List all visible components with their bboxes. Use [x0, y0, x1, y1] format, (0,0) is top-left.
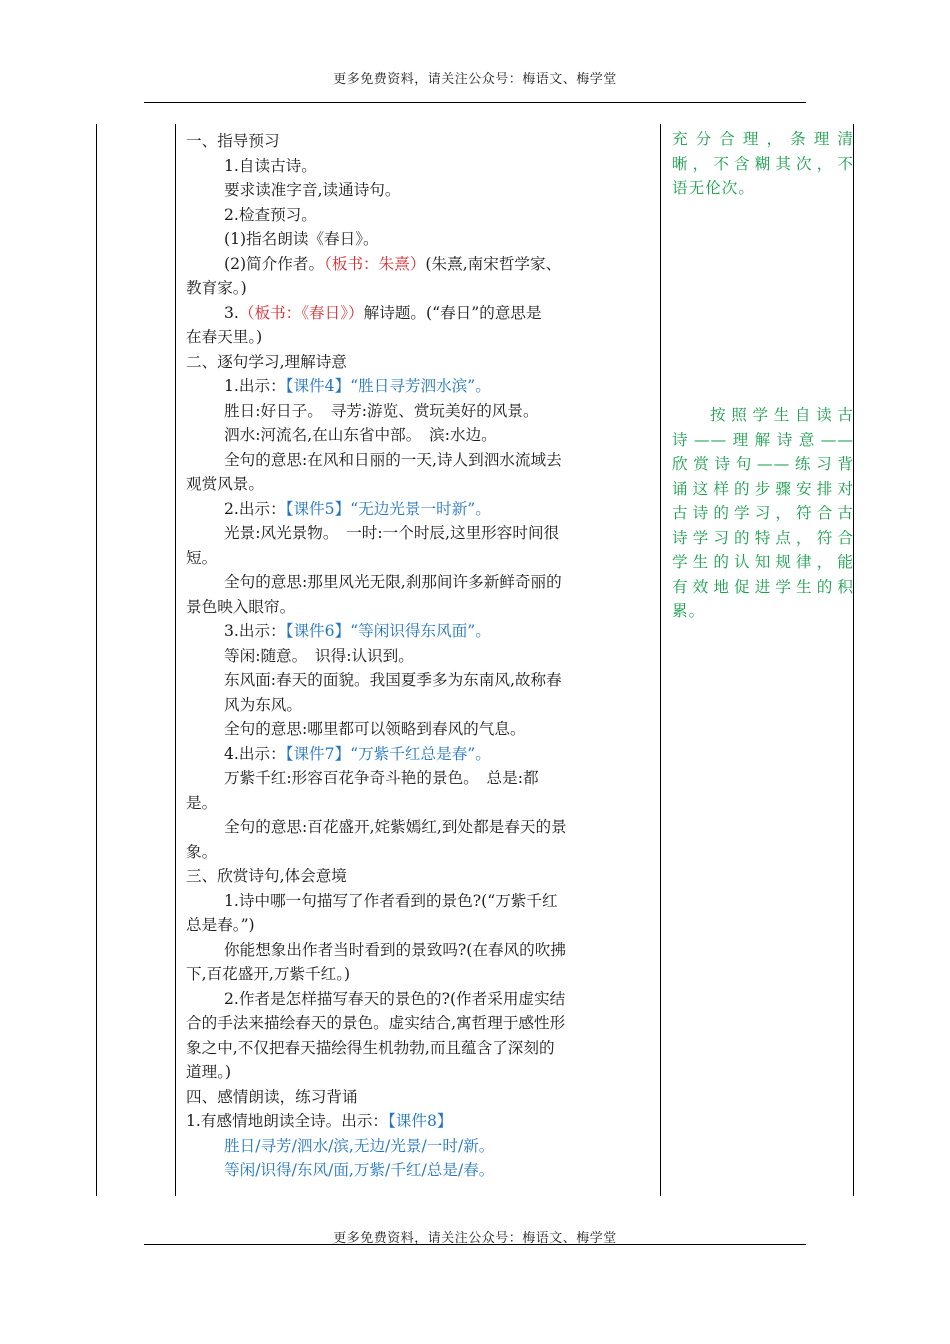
table-border-col1: [175, 124, 176, 1196]
text-segment: 4.出示：: [224, 744, 286, 763]
board-note: （板书：《春日》）: [238, 303, 364, 322]
text-segment: 要求读准字音,读通诗句。: [224, 181, 401, 199]
text-segment: 下,百花盛开,万紫千红。): [186, 965, 351, 983]
note-line: 诵这样的步骤安排对: [672, 479, 854, 498]
text-segment: 万紫千红:形容百花争奇斗艳的景色。 总是:都: [224, 769, 539, 787]
text-line: [186, 203, 660, 228]
text-line: [186, 546, 660, 571]
text-segment: 合的手法来描绘春天的景色。虚实结合,寓哲理于感性形: [186, 1014, 566, 1032]
text-segment: (1)指名朗读《春日》。: [224, 230, 379, 248]
text-line: [186, 791, 660, 816]
text-line: [186, 668, 660, 693]
text-segment: 教育家。): [186, 279, 247, 297]
note-line: 充分合理，条理清: [672, 130, 854, 148]
text-segment: 在春天里。): [186, 328, 263, 346]
text-line: [186, 350, 660, 375]
text-line: [186, 1109, 660, 1134]
text-line: [186, 962, 660, 987]
note-line: 按照学生自读古: [710, 406, 854, 424]
text-segment: 全句的意思:那里风光无限,刹那间许多新鲜奇丽的: [224, 573, 562, 591]
text-line: [186, 521, 660, 546]
text-line: [186, 864, 660, 889]
text-line: [186, 840, 660, 865]
text-segment: 2.出示：: [224, 499, 286, 518]
header-rule: [144, 102, 806, 103]
text-segment: 景色映入眼帘。: [186, 597, 296, 616]
note-line: 有效地促进学生的积: [672, 577, 854, 596]
text-line: [186, 938, 660, 963]
text-line: [186, 766, 660, 791]
text-segment: 解诗题。(“春日”的意思是: [363, 303, 542, 322]
text-line: [186, 129, 660, 154]
text-line: [186, 497, 660, 522]
text-line: [186, 742, 660, 767]
courseware-ref: 【课件8】: [388, 1112, 453, 1130]
text-line: [186, 399, 660, 424]
design-note-1: [672, 127, 854, 201]
text-line: [186, 301, 660, 326]
table-border-left: [96, 124, 97, 1196]
note-line: 晰，不含糊其次，不: [672, 154, 854, 173]
courseware-ref: 胜日/寻芳/泗水/滨,无边/光景/一时/新。: [224, 1136, 495, 1155]
note-line: 诗——理解诗意——: [672, 430, 854, 449]
text-line: [186, 325, 660, 350]
text-segment: 总是春。”): [186, 916, 255, 934]
courseware-ref: 【课件5】“无边光景一时新”。: [285, 499, 491, 518]
text-line: [186, 1134, 660, 1159]
note-line: 古诗的学习，符合古: [672, 504, 854, 522]
text-segment: 全句的意思:在风和日丽的一天,诗人到泗水流域去: [224, 450, 562, 469]
note-line: 累。: [672, 602, 706, 620]
text-segment: 1.出示：: [224, 377, 286, 395]
text-line: [186, 815, 660, 840]
text-segment: 象之中,不仅把春天描绘得生机勃勃,而且蕴含了深刻的: [186, 1038, 555, 1057]
text-line: [186, 1085, 660, 1110]
text-line: [186, 619, 660, 644]
courseware-ref: 【课件4】“胜日寻芳泗水滨”。: [285, 377, 491, 395]
text-line: [186, 717, 660, 742]
text-line: [186, 154, 660, 179]
text-segment: 3.出示：: [224, 622, 286, 640]
text-segment: 胜日:好日子。 寻芳:游览、赏玩美好的风景。: [224, 401, 539, 420]
note-line: 语无伦次。: [672, 179, 755, 197]
text-line: [186, 423, 660, 448]
courseware-ref: 等闲/识得/东风/面,万紫/千红/总是/春。: [224, 1161, 495, 1179]
note-line: 学生的认知规律，能: [672, 553, 854, 571]
text-segment: 你能想象出作者当时看到的景致吗?(在春风的吹拂: [224, 940, 566, 959]
text-line: [186, 276, 660, 301]
text-segment: 光景:风光景物。 一时:一个时辰,这里形容时间很: [224, 524, 560, 542]
text-segment: 东风面:春天的面貌。我国夏季多为东南风,故称春: [224, 671, 562, 689]
text-segment: 四、感情朗读，练习背诵: [186, 1087, 358, 1106]
text-line: [186, 472, 660, 497]
table-border-right: [853, 124, 854, 1196]
board-note: （板书：朱熹）: [324, 254, 426, 273]
text-line: [186, 595, 660, 620]
text-line: [186, 889, 660, 914]
text-line: [186, 374, 660, 399]
text-line: [186, 178, 660, 203]
text-segment: 二、逐句学习,理解诗意: [186, 352, 347, 371]
text-line: [186, 448, 660, 473]
text-segment: 全句的意思:百花盛开,姹紫嫣红,到处都是春天的景: [224, 818, 567, 836]
text-segment: 2.检查预习。: [224, 205, 317, 224]
page-header: 更多免费资料，请关注公众号：梅语文、梅学堂: [333, 72, 617, 87]
courseware-ref: 【课件7】“万紫千红总是春”。: [285, 744, 491, 763]
text-segment: 等闲:随意。 识得:认识到。: [224, 646, 414, 665]
text-line: [186, 1036, 660, 1061]
text-line: [186, 570, 660, 595]
text-segment: 全句的意思:哪里都可以领略到春风的气息。: [224, 720, 526, 738]
note-line: 欣赏诗句——练习背: [672, 455, 854, 473]
text-segment: 短。: [186, 548, 218, 567]
text-segment: 2.作者是怎样描写春天的景色的?(作者采用虚实结: [224, 989, 566, 1008]
text-line: [186, 227, 660, 252]
teaching-process-column: [186, 129, 660, 1183]
text-segment: 3.: [224, 303, 239, 322]
text-segment: 一、指导预习: [186, 132, 280, 150]
text-line: [186, 252, 660, 277]
text-line: [186, 987, 660, 1012]
text-line: [186, 1158, 660, 1183]
text-segment: 风为东风。: [224, 695, 302, 714]
text-segment: 观赏风景。: [186, 475, 264, 493]
text-segment: (2)简介作者。: [224, 254, 325, 273]
text-segment: (朱熹,南宋哲学家、: [425, 254, 562, 273]
text-line: [186, 693, 660, 718]
design-note-2: [672, 403, 854, 624]
page-footer: 更多免费资料，请关注公众号：梅语文、梅学堂: [333, 1231, 617, 1246]
text-segment: 是。: [186, 793, 218, 812]
text-segment: 1.自读古诗。: [224, 156, 317, 175]
text-line: [186, 1060, 660, 1085]
text-segment: 1.诗中哪一句描写了作者看到的景色?(“万紫千红: [224, 891, 558, 910]
text-line: [186, 644, 660, 669]
text-segment: 三、欣赏诗句,体会意境: [186, 867, 347, 885]
text-segment: 象。: [186, 842, 218, 861]
text-segment: 泗水:河流名,在山东省中部。 滨:水边。: [224, 426, 497, 444]
text-segment: 道理。): [186, 1063, 232, 1081]
courseware-ref: 【课件6】“等闲识得东风面”。: [285, 622, 491, 640]
note-line: 诗学习的特点，符合: [672, 528, 854, 547]
text-segment: 1.有感情地朗读全诗。出示：: [186, 1112, 389, 1130]
text-line: [186, 1011, 660, 1036]
table-border-col2: [660, 124, 661, 1196]
text-line: [186, 913, 660, 938]
